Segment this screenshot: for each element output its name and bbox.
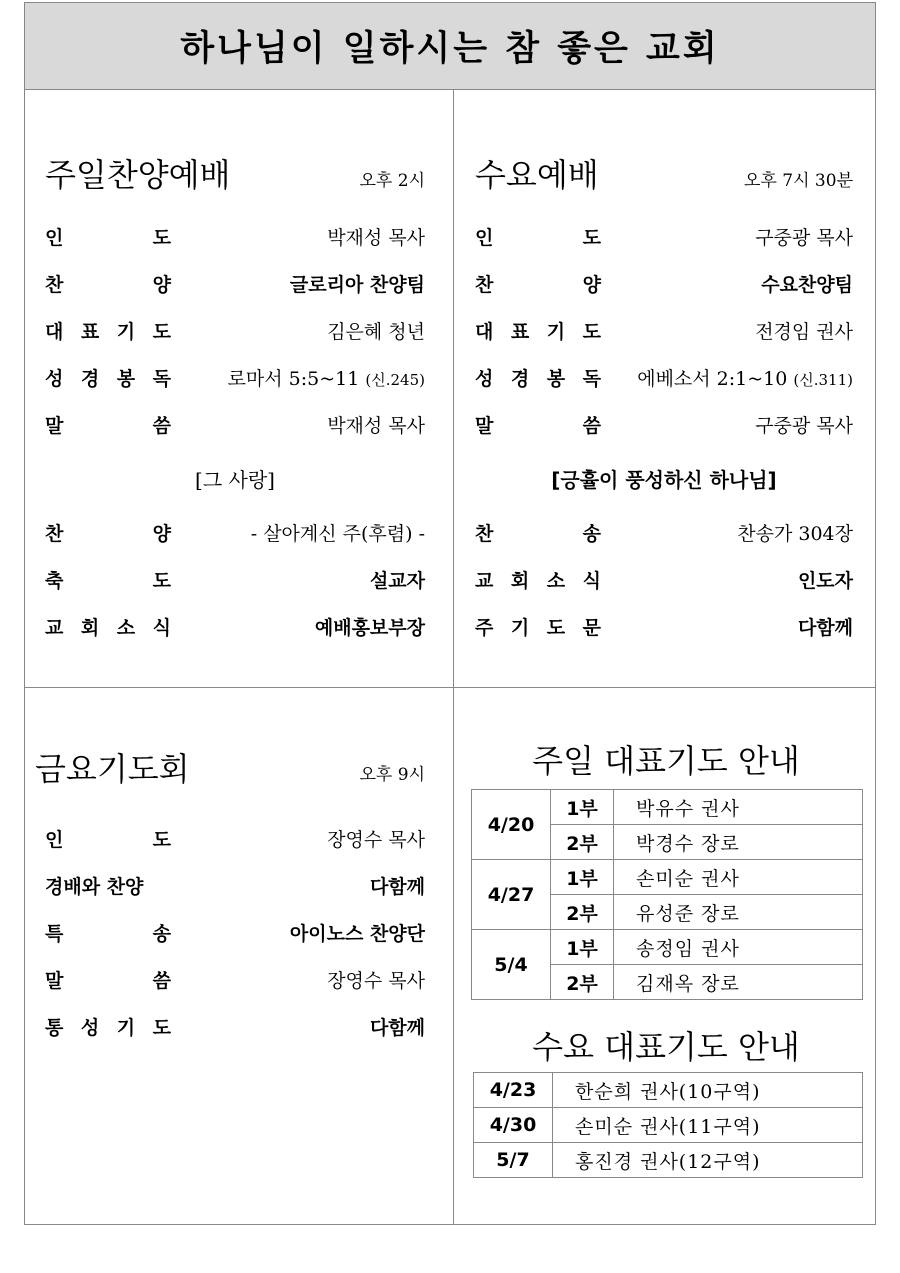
order-label-char: 도 — [546, 617, 566, 639]
order-label-char: 축 — [45, 570, 64, 592]
prayer-leader-name: 박유수 권사 — [614, 790, 863, 825]
friday-prayer-panel — [35, 737, 425, 1057]
order-label — [45, 411, 171, 441]
order-label-char: 도 — [152, 321, 171, 343]
order-value — [798, 566, 853, 596]
order-value — [761, 270, 853, 300]
order-label-char: 교 — [475, 570, 494, 592]
order-label-char: 도 — [582, 227, 601, 249]
order-label-char: 양 — [152, 274, 171, 296]
order-label-char: 씀 — [152, 415, 171, 437]
order-row — [45, 966, 425, 996]
order-value-text: - 살아계신 주(후렴) - — [250, 523, 425, 545]
order-label-char: 기 — [116, 321, 136, 343]
wednesday-prayer-table — [473, 1072, 863, 1178]
order-label-char: 기 — [116, 1017, 136, 1039]
order-value — [327, 223, 425, 253]
order-label-char: 인 — [45, 227, 64, 249]
order-label-char: 봉 — [116, 368, 136, 390]
order-value — [370, 872, 425, 902]
order-label — [45, 566, 171, 596]
order-label — [475, 519, 601, 549]
order-label-char: 찬 — [45, 523, 64, 545]
order-label-char: 성 — [45, 368, 64, 390]
order-label-char: 인 — [45, 829, 64, 851]
order-label-char: 찬 — [45, 274, 64, 296]
wednesday-prayer-guide-title: 수요 대표기도 안내 — [532, 1028, 800, 1066]
sunday-sermon-title: [그 사랑] — [195, 468, 275, 492]
prayer-leader-name: 한순희 권사(10구역) — [553, 1073, 863, 1108]
order-label-char: 인 — [475, 227, 494, 249]
order-row — [45, 519, 425, 549]
order-label-char: 찬 — [475, 274, 494, 296]
order-label-char: 송 — [152, 923, 171, 945]
prayer-leader-name: 유성준 장로 — [614, 895, 863, 930]
order-label — [45, 223, 171, 253]
prayer-leader-name: 손미순 권사(11구역) — [553, 1108, 863, 1143]
wednesday-service-panel — [475, 143, 853, 663]
order-label-char: 특 — [45, 923, 64, 945]
order-value-text: 글로리아 찬양팀 — [289, 274, 425, 296]
prayer-leader-name: 홍진경 권사(12구역) — [553, 1143, 863, 1178]
order-value-text: 다함께 — [797, 617, 853, 639]
order-value-text: 다함께 — [369, 1017, 425, 1039]
order-row — [45, 364, 425, 394]
order-value — [228, 364, 425, 395]
order-label-char: 도 — [152, 1017, 171, 1039]
prayer-date: 4/20 — [472, 790, 551, 860]
prayer-service-part: 1부 — [551, 930, 614, 965]
order-value-text: 다함께 — [369, 876, 425, 898]
sunday-service-time: 오후 2시 — [359, 171, 425, 191]
order-row — [475, 519, 853, 549]
order-label — [45, 317, 171, 347]
order-label-char: 식 — [152, 617, 171, 639]
order-label — [475, 317, 601, 347]
order-label — [45, 364, 171, 394]
order-value — [755, 411, 853, 441]
order-label — [475, 566, 601, 596]
order-value — [327, 411, 425, 441]
order-label-char: 도 — [152, 227, 171, 249]
order-label-char: 말 — [45, 970, 64, 992]
table-row — [474, 1108, 863, 1143]
order-value-note: (신.311) — [793, 371, 853, 389]
order-label-char: 성 — [80, 1017, 100, 1039]
order-label-char: 기 — [546, 321, 566, 343]
prayer-leader-name: 송정임 권사 — [614, 930, 863, 965]
order-label-char: 말 — [45, 415, 64, 437]
order-label — [45, 613, 171, 643]
order-value — [315, 613, 425, 643]
order-label-char: 소 — [546, 570, 566, 592]
order-label-char: 도 — [582, 321, 601, 343]
order-label-char: 표 — [510, 321, 530, 343]
order-label-char: 씀 — [152, 970, 171, 992]
wednesday-service-title: 수요예배 — [475, 156, 599, 194]
order-value — [370, 566, 425, 596]
order-label — [45, 825, 171, 855]
order-label-char: 주 — [475, 617, 494, 639]
prayer-date: 4/30 — [474, 1108, 553, 1143]
order-label — [475, 364, 601, 394]
sunday-prayer-guide-title: 주일 대표기도 안내 — [532, 742, 800, 780]
order-label-char: 독 — [582, 368, 601, 390]
order-label-char: 기 — [510, 617, 530, 639]
order-label — [475, 411, 601, 441]
order-value — [737, 519, 853, 549]
order-label-char: 양 — [152, 523, 171, 545]
prayer-leader-name: 김재옥 장로 — [614, 965, 863, 1000]
order-label-char: 회 — [510, 570, 530, 592]
prayer-service-part: 2부 — [551, 825, 614, 860]
prayer-leader-name: 손미순 권사 — [614, 860, 863, 895]
table-row — [474, 1143, 863, 1178]
order-row — [475, 613, 853, 643]
order-value-text: 인도자 — [797, 570, 853, 592]
order-label — [45, 919, 171, 949]
church-motto-banner: 하나님이 일하시는 참 좋은 교회 — [25, 3, 875, 90]
order-value — [290, 919, 425, 949]
order-label — [475, 613, 601, 643]
column-divider — [453, 89, 454, 1224]
order-label-char: 식 — [582, 570, 601, 592]
order-value-text: 박재성 목사 — [327, 415, 425, 437]
wednesday-service-time: 오후 7시 30분 — [744, 171, 853, 191]
order-label — [45, 966, 171, 996]
order-value — [327, 317, 425, 347]
prayer-service-part: 2부 — [551, 895, 614, 930]
order-row — [45, 411, 425, 441]
order-label-char: 대 — [45, 321, 64, 343]
order-value-text: 구중광 목사 — [755, 415, 853, 437]
order-value — [290, 270, 425, 300]
friday-prayer-header — [35, 737, 425, 789]
order-label-char: 도 — [152, 829, 171, 851]
order-value — [370, 1013, 425, 1043]
order-label-char: 찬 — [475, 523, 494, 545]
order-row — [45, 872, 425, 902]
row-divider — [25, 687, 875, 688]
order-value — [637, 364, 853, 395]
order-label-char: 씀 — [582, 415, 601, 437]
order-label-char: 경배와 찬양 — [45, 876, 144, 898]
order-label — [475, 270, 601, 300]
order-value-text: 김은혜 청년 — [327, 321, 425, 343]
order-label-char: 대 — [475, 321, 494, 343]
order-value-text: 설교자 — [369, 570, 425, 592]
order-row — [475, 270, 853, 300]
order-row — [475, 223, 853, 253]
order-label-char: 도 — [152, 570, 171, 592]
order-row — [475, 566, 853, 596]
order-value-text: 박재성 목사 — [327, 227, 425, 249]
order-value-text: 예배홍보부장 — [314, 617, 425, 639]
order-label-char: 문 — [582, 617, 601, 639]
sunday-service-header — [45, 143, 425, 195]
order-row — [45, 317, 425, 347]
order-row — [45, 223, 425, 253]
order-label-char: 교 — [45, 617, 64, 639]
order-row — [45, 825, 425, 855]
table-row — [472, 930, 863, 965]
wednesday-sermon-title: [긍휼이 풍성하신 하나님] — [551, 468, 777, 492]
table-row — [472, 860, 863, 895]
order-label-char: 회 — [80, 617, 100, 639]
order-label-char: 독 — [152, 368, 171, 390]
order-label-char: 봉 — [546, 368, 566, 390]
order-value — [755, 317, 853, 347]
order-value-text: 아이노스 찬양단 — [289, 923, 425, 945]
prayer-service-part: 2부 — [551, 965, 614, 1000]
order-label-char: 소 — [116, 617, 136, 639]
order-label — [45, 1013, 171, 1043]
order-row — [45, 566, 425, 596]
order-label-char: 송 — [582, 523, 601, 545]
sunday-service-title: 주일찬양예배 — [45, 156, 231, 194]
friday-prayer-time: 오후 9시 — [359, 765, 425, 785]
order-value-text: 장영수 목사 — [327, 970, 425, 992]
order-value-text: 에베소서 2:1~10 — [637, 368, 788, 390]
order-value-text: 찬송가 304장 — [737, 523, 853, 545]
sunday-prayer-table — [471, 789, 863, 1000]
table-row — [472, 790, 863, 825]
wednesday-service-header — [475, 143, 853, 195]
bulletin-sheet — [24, 2, 876, 1225]
order-row — [475, 317, 853, 347]
order-row — [475, 411, 853, 441]
order-label-char: 표 — [80, 321, 100, 343]
order-value-text: 수요찬양팀 — [761, 274, 853, 296]
order-label — [45, 872, 143, 902]
order-label — [45, 270, 171, 300]
order-value-note: (신.245) — [365, 371, 425, 389]
table-row — [474, 1073, 863, 1108]
order-value-text: 로마서 5:5~11 — [227, 368, 360, 390]
order-label-char: 경 — [510, 368, 530, 390]
order-label-char: 말 — [475, 415, 494, 437]
order-row — [45, 1013, 425, 1043]
prayer-date: 4/23 — [474, 1073, 553, 1108]
order-label — [45, 519, 171, 549]
order-value — [327, 966, 425, 996]
prayer-date: 4/27 — [472, 860, 551, 930]
sunday-service-panel — [45, 143, 425, 663]
order-value — [251, 519, 425, 549]
order-row — [475, 364, 853, 394]
order-label — [475, 223, 601, 253]
order-label-char: 성 — [475, 368, 494, 390]
prayer-leader-name: 박경수 장로 — [614, 825, 863, 860]
order-value — [798, 613, 853, 643]
order-label-char: 경 — [80, 368, 100, 390]
prayer-date: 5/7 — [474, 1143, 553, 1178]
order-value — [755, 223, 853, 253]
order-value-text: 구중광 목사 — [755, 227, 853, 249]
order-value-text: 전경임 권사 — [755, 321, 853, 343]
prayer-service-part: 1부 — [551, 860, 614, 895]
order-row — [45, 919, 425, 949]
friday-prayer-title: 금요기도회 — [35, 750, 190, 788]
order-label-char: 통 — [45, 1017, 64, 1039]
order-row — [45, 270, 425, 300]
order-value — [327, 825, 425, 855]
order-row — [45, 613, 425, 643]
order-label-char: 양 — [582, 274, 601, 296]
order-value-text: 장영수 목사 — [327, 829, 425, 851]
prayer-service-part: 1부 — [551, 790, 614, 825]
prayer-date: 5/4 — [472, 930, 551, 1000]
